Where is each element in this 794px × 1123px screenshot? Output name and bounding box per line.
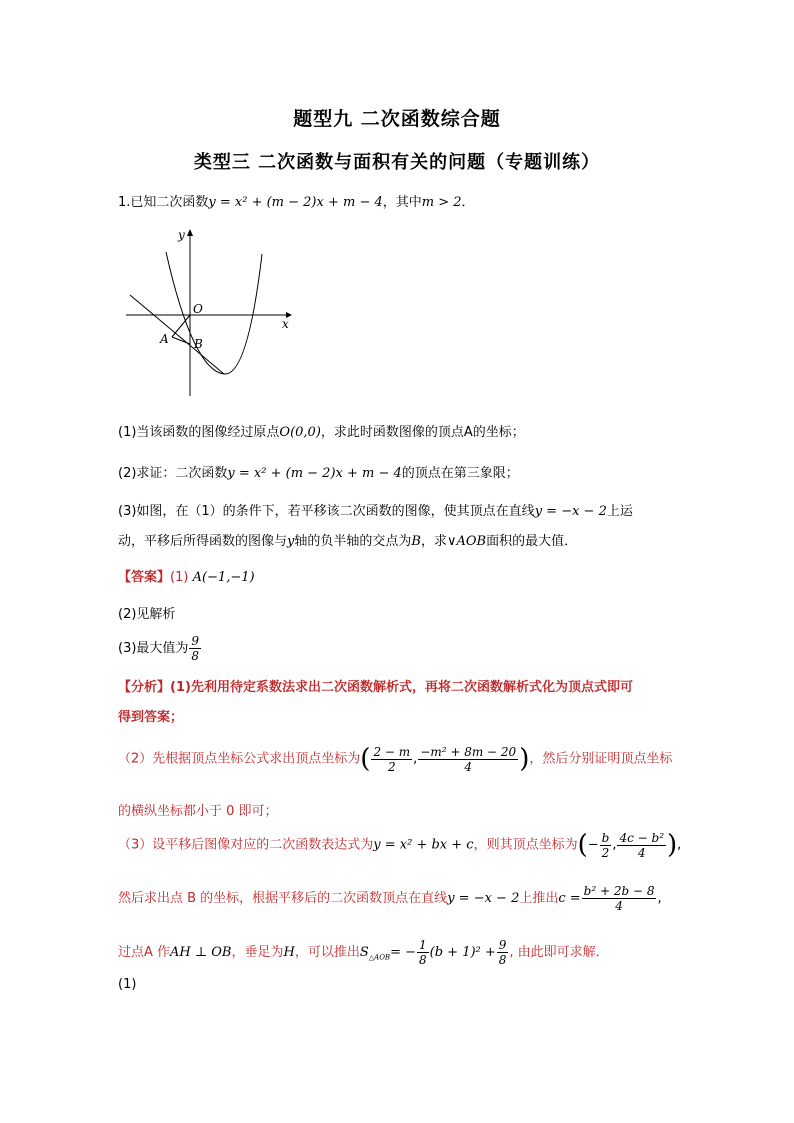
analysis-s3-d: 上推出 [519, 891, 559, 906]
intro-function: y = x² + (m − 2)x + m − 4 [208, 195, 383, 210]
paren-close: ) [519, 744, 530, 774]
parabola-graph [120, 222, 300, 402]
analysis-s3-a: （3）设平移后图像对应的二次函数表达式为 [118, 837, 374, 853]
fraction-denominator: 4 [615, 899, 623, 913]
parabola-curve [166, 252, 262, 374]
comma: , [413, 751, 418, 767]
paren-close: ) [667, 830, 678, 860]
intro-prefix: 1.已知二次函数 [118, 195, 209, 210]
p3-text-b: 上运 [606, 504, 633, 519]
analysis-s2-b: ，然后分别证明顶点坐标 [529, 751, 673, 767]
fraction-numerator: 9 [191, 634, 200, 648]
fraction-numerator: 9 [498, 938, 507, 952]
analysis-step-3-line-1 [118, 830, 681, 860]
analysis-s1-a: (1)先利用待定系数法求出二次函数解析式，再将二次函数解析式化为顶点式即可 [170, 680, 633, 695]
comma-end: , [677, 837, 682, 853]
fraction-numerator: 2 − m [373, 744, 411, 759]
analysis-s3-c: 然后求出点 B 的坐标，根据平移后的二次函数顶点在直线 [118, 891, 448, 906]
answer-part-3 [118, 634, 202, 663]
p1-text-b: ，求此时函数图像的顶点A的坐标； [320, 425, 525, 440]
analysis-s3-e: 过点A 作 [118, 945, 171, 960]
p3-text-e: ，求 [420, 534, 447, 549]
intro-suffix: ，其中 [382, 195, 422, 210]
label-b: B [194, 337, 203, 351]
p2-function: y = x² + (m − 2)x + m − 4 [227, 466, 402, 481]
fraction-denominator: 8 [419, 953, 427, 967]
area-s: S [359, 945, 369, 960]
answer-part-1 [118, 566, 255, 585]
p1-origin: O(0,0) [279, 425, 321, 440]
question-part-3-line-1 [118, 500, 633, 519]
analysis-step-1-line-1 [118, 676, 633, 695]
answer-part-2: (2)见解析 [118, 607, 176, 622]
s3-fraction-1 [600, 831, 612, 860]
answer-label: 【答案】 [118, 570, 171, 585]
p2-text-b: 的顶点在第三象限； [401, 466, 519, 481]
analysis-step-2-line-1 [118, 744, 672, 774]
area-fraction-2 [497, 938, 509, 967]
analysis-s3-b: ，则其顶点坐标为 [473, 837, 578, 853]
paren-open: ( [360, 744, 371, 774]
answer-1-number: (1) [170, 570, 189, 585]
analysis-step-3-line-3 [118, 938, 609, 967]
s3-c-fraction [582, 884, 657, 913]
s3-area-symbol [360, 945, 390, 960]
answer-3-fraction [189, 634, 201, 663]
question-intro [118, 191, 475, 210]
y-axis-arrow [187, 229, 193, 236]
answer-3-text: (3)最大值为 [118, 641, 189, 656]
fraction-numerator: −m² + 8m − 20 [420, 744, 517, 759]
area-equals: = − [390, 945, 416, 960]
page-title: 题型九 二次函数综合题 [293, 108, 501, 130]
analysis-s2-a: （2）先根据顶点坐标公式求出顶点坐标为 [118, 751, 361, 767]
fraction-denominator: 4 [637, 845, 646, 860]
fraction-denominator: 2 [387, 759, 396, 774]
p3-text-c: 动，平移后所得函数的图像与 [118, 534, 288, 549]
label-y: y [178, 228, 185, 242]
analysis-step-2-line-2: 的横纵坐标都小于 0 即可； [118, 804, 278, 819]
s3-line-eq: y = −x − 2 [447, 891, 520, 906]
solution-part-1-start: (1) [118, 977, 137, 992]
fraction-numerator: b² + 2b − 8 [583, 884, 655, 898]
p1-text-a: (1)当该函数的图像经过原点 [118, 425, 280, 440]
line-y-neg-x-minus-2 [130, 295, 224, 374]
answer-1-value: A(−1,−1) [192, 570, 255, 585]
label-a: A [160, 332, 169, 346]
p2-text-a: (2)求证：二次函数 [118, 466, 228, 481]
fraction-numerator: b [601, 830, 610, 845]
fraction-denominator: 2 [601, 845, 610, 860]
p3-triangle: ∨AOB [446, 534, 487, 549]
area-middle: (b + 1)² + [429, 945, 496, 960]
area-fraction-1 [417, 938, 429, 967]
fraction-numerator: 1 [419, 938, 427, 952]
minus-sign: − [587, 837, 599, 853]
fraction-denominator: 8 [498, 953, 507, 967]
p3-text-f: 面积的最大值． [486, 534, 578, 549]
area-subscript: △AOB [368, 953, 391, 962]
analysis-step-1-line-2: 得到答案； [118, 710, 184, 725]
s2-fraction-2 [418, 745, 518, 774]
page-subtitle: 类型三 二次函数与面积有关的问题（专题训练） [193, 152, 601, 173]
analysis-s3-f: ，垂足为 [231, 945, 284, 960]
s3-fraction-2 [617, 831, 666, 860]
intro-condition: m > 2 [421, 195, 462, 210]
s3-perpendicular: AH ⊥ OB [170, 945, 232, 960]
analysis-s3-h: , 由此即可求解． [509, 945, 609, 960]
p3-line-eq: y = −x − 2 [534, 504, 607, 519]
label-origin: O [193, 302, 203, 316]
fraction-numerator: 4c − b² [619, 830, 665, 845]
p3-b: B [411, 534, 421, 549]
fraction-denominator: 4 [464, 759, 473, 774]
p3-text-d: 轴的负半轴的交点为 [294, 534, 412, 549]
p3-y: y [287, 534, 295, 549]
question-part-1 [118, 421, 525, 440]
question-part-2 [118, 462, 519, 481]
s3-h: H [283, 945, 295, 960]
s3-c-equals: c = [558, 891, 581, 906]
comma: , [612, 837, 617, 853]
intro-end: ． [461, 195, 475, 210]
label-x: x [282, 317, 289, 331]
fraction-denominator: 8 [191, 649, 200, 663]
question-part-3-line-2 [118, 530, 577, 549]
analysis-s3-g: ，可以推出 [294, 945, 360, 960]
s3-function: y = x² + bx + c [373, 837, 474, 853]
comma-end: , [657, 891, 662, 906]
p3-text-a: (3)如图，在（1）的条件下，若平移该二次函数的图像，使其顶点在直线 [118, 504, 535, 519]
s2-fraction-1 [371, 745, 412, 774]
paren-open: ( [577, 830, 588, 860]
analysis-label: 【分析】 [118, 680, 171, 695]
analysis-step-3-line-2 [118, 884, 662, 913]
